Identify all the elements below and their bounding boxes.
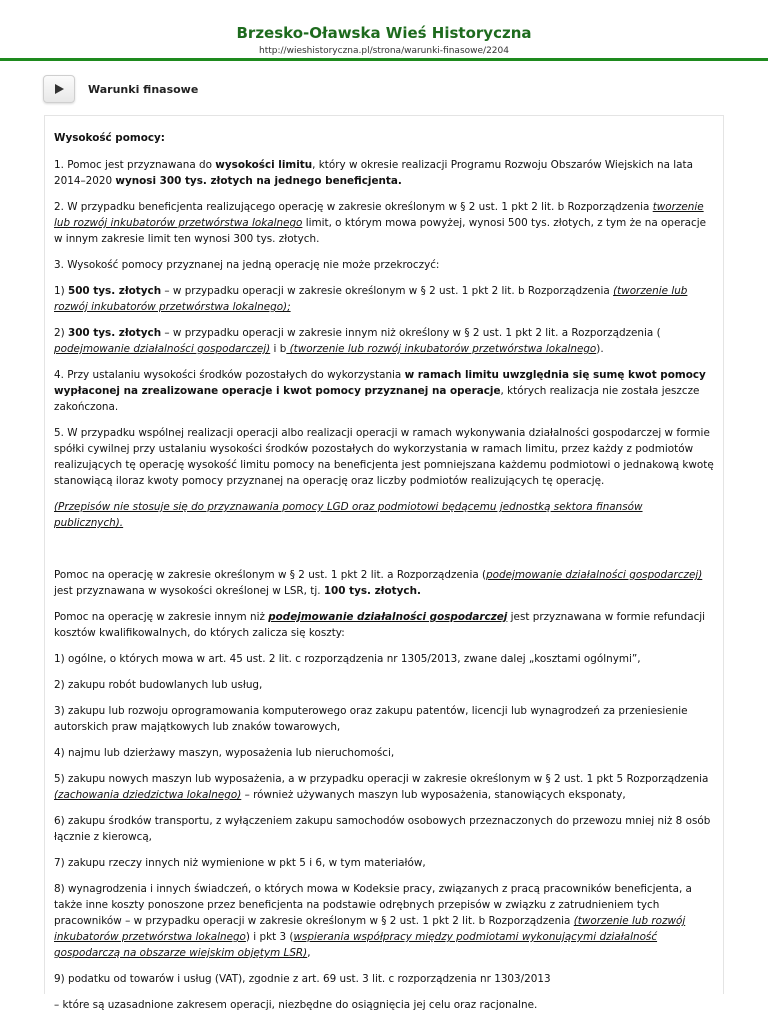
paragraph-6: Pomoc na operację w zakresie określonym w § 2 ust. 1 pkt 2 lit. a Rozporządzenia (podejmowanie działalności gospodarczej) jest przyznawana w wysokości określonej w LSR, tj. 100 tys. złotych. [54, 569, 703, 597]
list-tail: – które są uzasadnione zakresem operacji, niezbędne do osiągnięcia jej celu oraz racjonalne. [54, 999, 538, 1011]
inline-link[interactable]: tworzenie lub rozwój inkubatorów przetwórstwa lokalnego [54, 201, 704, 229]
list-item: 7) zakupu rzeczy innych niż wymienione w pkt 5 i 6, w tym materiałów, [54, 857, 426, 869]
inline-link[interactable]: (tworzenie lub rozwój inkubatorów przetwórstwa lokalnego); [54, 285, 688, 313]
article-content [44, 115, 724, 1011]
list-item: 2) zakupu robót budowlanych lub usług, [54, 679, 263, 691]
note-link[interactable]: (Przepisów nie stosuje się do przyznawania pomocy LGD oraz podmiotowi będącemu jednostką sektora finansów publicznych). [54, 501, 643, 529]
inline-link[interactable]: (zachowania dziedzictwa lokalnego) [54, 789, 242, 801]
list-item: 1) ogólne, o których mowa w art. 45 ust. 2 lit. c rozporządzenia nr 1305/2013, zwane dalej „kosztami ogólnymi”, [54, 653, 641, 665]
inline-link[interactable]: (tworzenie lub rozwój inkubatorów przetwórstwa lokalnego [54, 915, 686, 943]
paragraph-4: 4. Przy ustalaniu wysokości środków pozostałych do wykorzystania w ramach limitu uwzględnia się sumę kwot pomocy wypłaconej na zrealizowane operacje i kwot pomocy przyznanej na operacje, których realizacja nie została jeszcze zakończona. [54, 369, 706, 413]
paragraph-5: 5. W przypadku wspólnej realizacji operacji albo realizacji operacji w ramach wykonywania działalności gospodarczej w formie spółki cywilnej przy ustalaniu wysokości środków pozostałych do wykorzystania w ramach limitu, przez każdy z podmiotów realizujących tę operację wysokość limitu pomocy na beneficjenta jest pomniejszana każdemu podmiotowi o jednakową kwotę stanowiącą iloraz kwoty pomocy przyznanej na operację oraz liczby podmiotów realizujących tę operację. [54, 427, 714, 487]
list-item: 3) zakupu lub rozwoju oprogramowania komputerowego oraz zakupu patentów, licencji lub wynagrodzeń za przeniesienie autorskich praw majątkowych lub znaków towarowych, [54, 705, 688, 733]
page-title-row [43, 75, 198, 103]
paragraph-2: 2. W przypadku beneficjenta realizującego operację w zakresie określonym w § 2 ust. 1 pkt 2 lit. b Rozporządzenia tworzenie lub rozwój inkubatorów przetwórstwa lokalnego limit, o którym mowa powyżej, wynosi 500 tys. złotych, z tym że na operacje w innym zakresie limit ten wynosi 300 tys. złotych. [54, 201, 706, 245]
paragraph-3-item-2: 2) 300 tys. złotych – w przypadku operacji w zakresie innym niż określony w § 2 ust. 1 pkt 2 lit. a Rozporządzenia ( podejmowanie działalności gospodarczej) i b (tworzenie lub rozwój inkubatorów przetwórstwa lokalnego). [54, 327, 661, 355]
site-header [0, 0, 768, 56]
play-arrow-icon[interactable] [43, 75, 75, 103]
page-url: http://wieshistoryczna.pl/strona/warunki-finasowe/2204 [259, 46, 509, 56]
list-item: 4) najmu lub dzierżawy maszyn, wyposażenia lub nieruchomości, [54, 747, 395, 759]
list-item: 5) zakupu nowych maszyn lub wyposażenia, a w przypadku operacji w zakresie określonym w § 2 ust. 1 pkt 5 Rozporządzenia (zachowania dziedzictwa lokalnego) – również używanych maszyn lub wyposażenia, stanowiących eksponaty, [54, 773, 709, 801]
list-item: 8) wynagrodzenia i innych świadczeń, o których mowa w Kodeksie pracy, związanych z pracą pracowników beneficjenta, a także inne koszty ponoszone przez beneficjenta na podstawie odrębnych przepisów w związku z zatrudnieniem tych pracowników – w przypadku operacji w zakresie określonym w § 2 ust. 1 pkt 2 lit. b Rozporządzenia (tworzenie lub rozwój inkubatorów przetwórstwa lokalnego) i pkt 3 (wspierania współpracy między podmiotami wykonującymi działalność gospodarczą na obszarze wiejskim objętym LSR), [54, 883, 692, 959]
section-heading: Wysokość pomocy: [54, 132, 165, 144]
paragraph-7: Pomoc na operację w zakresie innym niż podejmowanie działalności gospodarczej jest przyznawana w formie refundacji kosztów kwalifikowalnych, do których zalicza się koszty: [54, 611, 706, 639]
list-item: 6) zakupu środków transportu, z wyłączeniem zakupu samochodów osobowych przeznaczonych do przewozu mniej niż 8 osób łącznie z kierowcą, [54, 815, 711, 843]
page-title: Warunki finasowe [88, 82, 199, 96]
paragraph-1: 1. Pomoc jest przyznawana do wysokości limitu, który w okresie realizacji Programu Rozwoju Obszarów Wiejskich na lata 2014–2020 wynosi 300 tys. złotych na jednego beneficjenta. [54, 159, 693, 187]
paragraph-3: 3. Wysokość pomocy przyznanej na jedną operację nie może przekroczyć: [54, 259, 440, 271]
header-divider [0, 58, 768, 61]
inline-link[interactable]: podejmowanie działalności gospodarczej) [54, 343, 271, 355]
inline-link[interactable]: podejmowanie działalności gospodarczej [268, 611, 508, 623]
site-title[interactable]: Brzesko-Oławska Wieś Historyczna [236, 24, 532, 42]
inline-link[interactable]: wspierania współpracy między podmiotami wykonującymi działalność gospodarczą na obszarze wiejskim objętym LSR) [54, 931, 658, 959]
inline-link[interactable]: (tworzenie lub rozwój inkubatorów przetwórstwa lokalnego [286, 343, 597, 355]
inline-link[interactable]: podejmowanie działalności gospodarczej) [486, 569, 703, 581]
list-item: 9) podatku od towarów i usług (VAT), zgodnie z art. 69 ust. 3 lit. c rozporządzenia nr 1303/2013 [54, 973, 551, 985]
paragraph-3-item-1: 1) 500 tys. złotych – w przypadku operacji w zakresie określonym w § 2 ust. 1 pkt 2 lit. b Rozporządzenia (tworzenie lub rozwój inkubatorów przetwórstwa lokalnego); [54, 285, 688, 313]
